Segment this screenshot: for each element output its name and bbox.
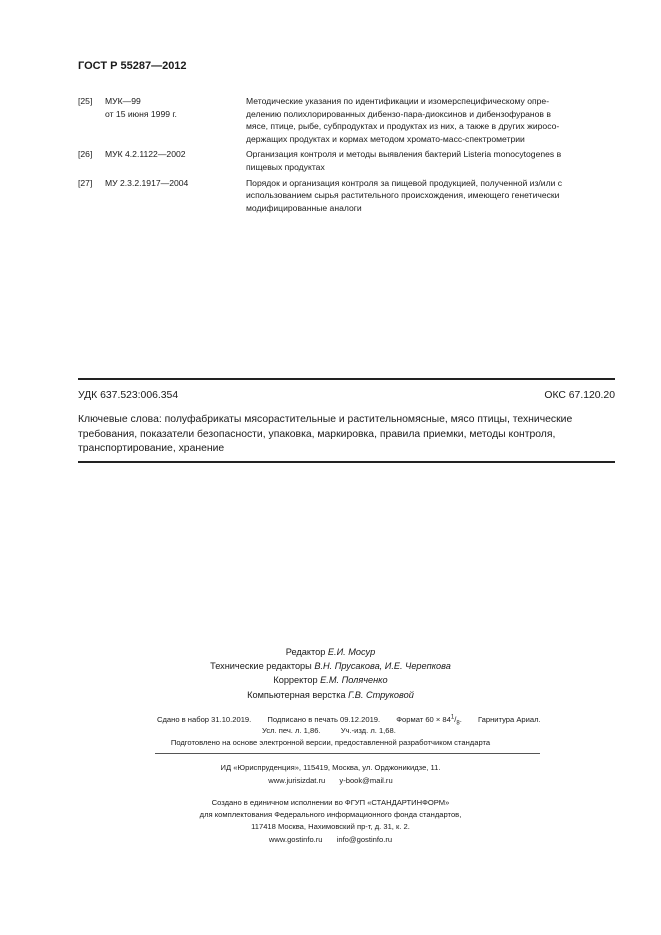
reference-item (78, 148, 616, 173)
udk-code: УДК 637.523:006.354 (78, 390, 179, 401)
reference-desc-line: делению полихлорированных дибензо-пара-диоксинов и дибензофуранов в (246, 108, 551, 119)
credit-role: Корректор (273, 675, 318, 686)
credit-name: Е.М. Поляченко (320, 675, 388, 686)
publisher-address: ИД «Юриспруденция», 115419, Москва, ул. Орджоникидзе, 11. (220, 763, 441, 772)
format-prefix: Формат 60 × 84 (396, 714, 451, 724)
reference-item (78, 177, 616, 215)
reference-code-line: от 15 июня 1999 г. (105, 108, 177, 119)
format-denominator: 8 (456, 720, 460, 727)
reference-code (105, 95, 255, 120)
signed-date: Подписано в печать 09.12.2019. (267, 714, 381, 724)
keywords (78, 413, 615, 457)
oks-code: ОКС 67.120.20 (544, 390, 615, 401)
publisher-contacts (0, 775, 661, 788)
producer-site-link[interactable]: www.gostinfo.ru (268, 834, 323, 844)
reference-description (246, 177, 616, 215)
reference-desc-line: модифицированные аналоги (246, 202, 362, 213)
reference-item (78, 95, 616, 145)
reference-number: [26] (78, 149, 93, 160)
producer-email-link[interactable]: info@gostinfo.ru (336, 834, 393, 844)
reference-desc-line: Методические указания по идентификации и изомерспецифическому опре- (246, 96, 550, 106)
credit-name: В.Н. Прусакова, И.Е. Черепкова (314, 661, 451, 672)
publisher-block (0, 762, 661, 787)
typeface: Гарнитура Ариал. (477, 714, 541, 724)
standard-id: ГОСТ Р 55287—2012 (78, 60, 187, 72)
credit-role: Технические редакторы (210, 661, 312, 672)
paper-format: Формат $60 \times 84^1/_8$. (396, 714, 462, 727)
credit-role: Компьютерная верстка (247, 689, 346, 700)
credit-tech-editors (0, 659, 661, 673)
reference-desc-line: держащих продуктах и кормах методом хромато-масс-спектрометрии (246, 133, 525, 144)
reference-desc-line: Организация контроля и методы выявления бактерий Listeria monocytogenes в (246, 149, 562, 160)
reference-desc-line: Порядок и организация контроля за пищевой продукцией, полученной из/или с (246, 177, 563, 188)
divider-bottom (78, 461, 615, 463)
keywords-line: Ключевые слова: полуфабрикаты мясорастительные и растительномясные, мясо птицы, технические (78, 414, 573, 425)
reference-code-line: МУК 4.2.1122—2002 (105, 149, 186, 160)
submitted-date: Сдано в набор 31.10.2019. (157, 714, 252, 724)
divider-thin (155, 753, 540, 754)
reference-desc-line: мясе, птице, рыбе, субпродуктах и продуктах из них, а также в других жиросо- (246, 121, 560, 132)
keywords-line: транспортирование, хранение (78, 443, 225, 454)
reference-code-line: МУК—99 (105, 96, 141, 106)
reference-desc-line: использованием сырья растительного происхождения, имеющего генетически (246, 190, 560, 201)
publisher-site-link[interactable]: www.jurisizdat.ru (268, 775, 326, 785)
format-numerator: 1 (450, 714, 455, 720)
reference-number: [27] (78, 177, 93, 188)
credit-layout (0, 688, 661, 702)
references-list (78, 95, 616, 217)
keywords-line: требования, показатели безопасности, упаковка, маркировка, правила приемки, методы контроля, (78, 428, 556, 440)
producer-address: 117418 Москва, Нахимовский пр-т, д. 31, к. 2. (251, 822, 410, 832)
producer-line: Создано в единичном исполнении во ФГУП «СТАНДАРТИНФОРМ» (211, 798, 450, 807)
reference-number: [25] (78, 96, 93, 106)
producer-block (0, 797, 661, 846)
reference-code (105, 177, 255, 190)
edit-sheets: Уч.-изд. л. 1,68. (340, 726, 396, 735)
credit-name: Е.И. Мосур (327, 647, 376, 657)
reference-desc-line: пищевых продуктах (246, 161, 325, 172)
divider-top (78, 378, 615, 380)
reference-code-line: МУ 2.3.2.1917—2004 (105, 177, 189, 188)
credit-role: Редактор (285, 647, 326, 657)
credits-block (0, 645, 661, 702)
reference-code (105, 148, 255, 161)
credit-name: Г.В. Струковой (348, 689, 414, 700)
print-info-row (262, 724, 414, 738)
credit-proofreader (0, 673, 661, 687)
prepared-note: Подготовлено на основе электронной версии, предоставленной разработчиком стандарта (170, 738, 491, 747)
producer-line: для комплектования Федерального информационного фонда стандартов, (199, 810, 462, 820)
reference-description (246, 148, 616, 173)
credit-editor (0, 645, 661, 659)
publisher-email-link[interactable]: y-book@mail.ru (339, 775, 393, 785)
reference-description (246, 95, 616, 145)
print-sheets: Усл. печ. л. 1,86. (262, 726, 321, 735)
producer-contacts (0, 834, 661, 846)
